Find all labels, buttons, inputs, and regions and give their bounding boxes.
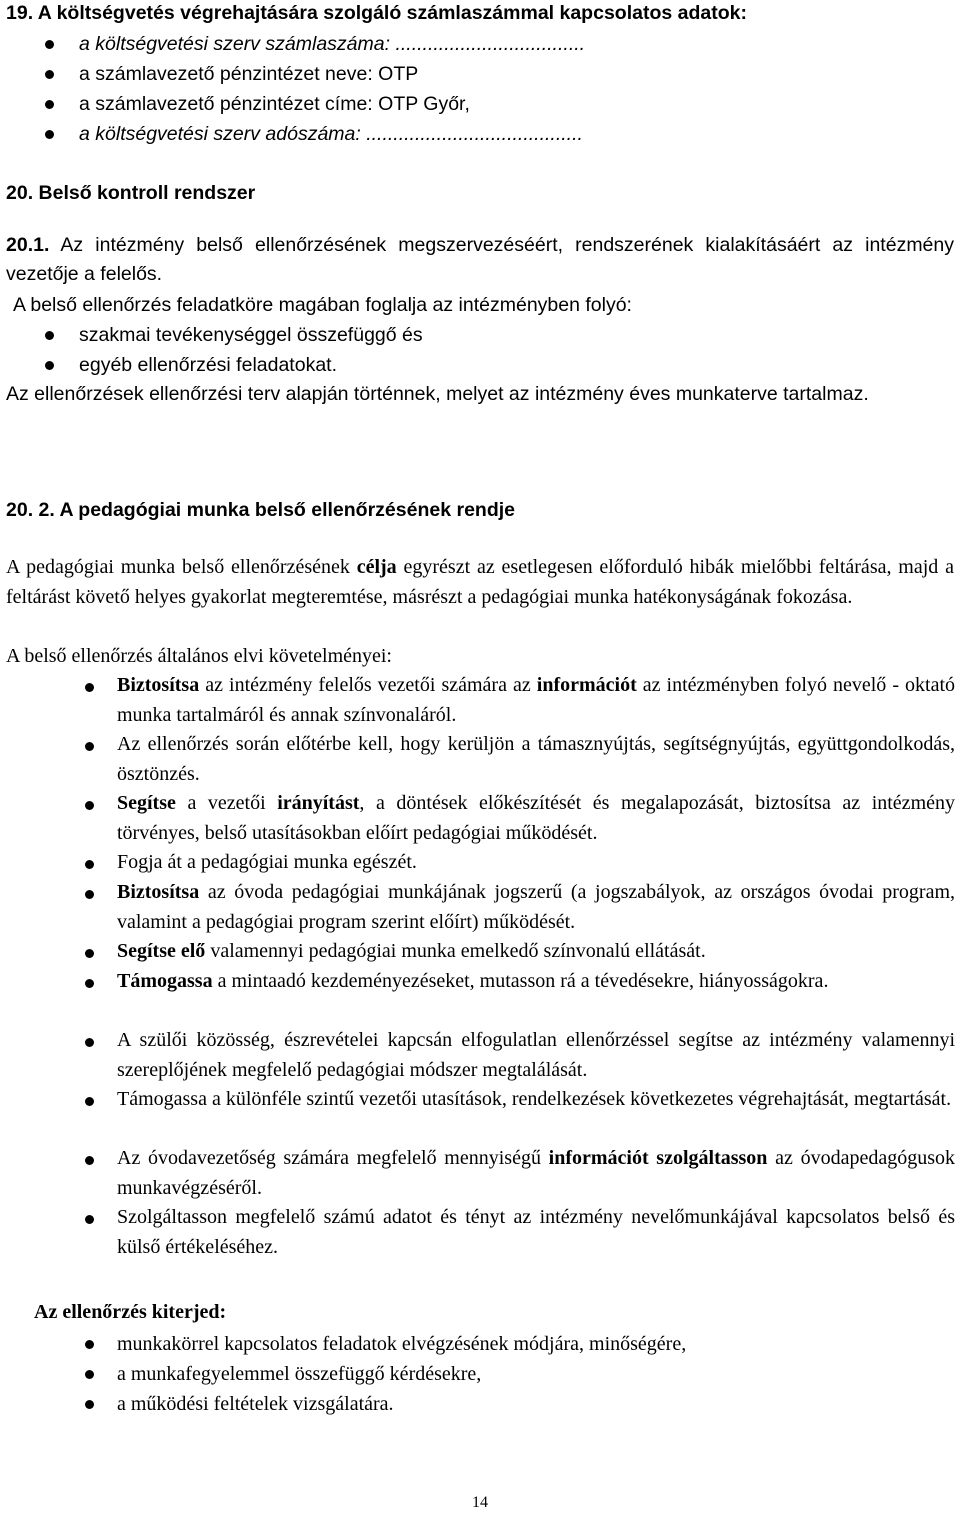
req-bold: Segítse bbox=[117, 792, 176, 814]
list-item bbox=[0, 350, 960, 380]
req-text: , a döntések előkészítését és megalapozását, biztosítsa az intézmény törvényes, belső utasításokban előírt pedagógiai működését. bbox=[117, 792, 955, 844]
list-item bbox=[0, 119, 960, 149]
requirements-intro: A belső ellenőrzés általános elvi követelményei: bbox=[6, 645, 392, 667]
req-text: valamennyi pedagógiai munka emelkedő színvonalú ellátását. bbox=[205, 940, 706, 962]
bullet-icon bbox=[85, 801, 94, 810]
scope-item-text: munkakörrel kapcsolatos feladatok elvégzésének módjára, minőségére, bbox=[117, 1333, 687, 1355]
requirement-item bbox=[0, 848, 960, 878]
purpose-text: A pedagógiai munka belső ellenőrzésének bbox=[6, 556, 357, 578]
bullet-icon bbox=[45, 361, 54, 370]
bullet-icon bbox=[85, 1097, 94, 1106]
scope-item-text: a működési feltételek vizsgálatára. bbox=[117, 1393, 394, 1415]
req-text: Szolgáltasson megfelelő számú adatot és tényt az intézmény nevelőmunkájával kapcsolatos belső és külső értékeléséhez. bbox=[117, 1206, 955, 1258]
bullet-icon bbox=[85, 890, 94, 899]
requirement-item bbox=[0, 1026, 960, 1085]
req-text: az intézmény felelős vezetői számára az bbox=[199, 674, 537, 696]
requirement-item bbox=[0, 1144, 960, 1203]
requirement-item bbox=[0, 967, 960, 1026]
bullet-icon bbox=[85, 1340, 94, 1349]
purpose-text: egyrészt az esetlegesen előforduló hibák mielőbbi feltárása, majd a feltárást követő helyes gyakorlat megteremtése, másrészt a pedagógiai munka hatékonyságának fokozása. bbox=[6, 556, 954, 608]
bullet-icon bbox=[45, 40, 54, 49]
bullet-icon bbox=[45, 331, 54, 340]
bullet-icon bbox=[45, 130, 54, 139]
bullet-icon bbox=[85, 1400, 94, 1409]
page-number: 14 bbox=[472, 1494, 488, 1511]
list-item bbox=[0, 59, 960, 89]
bullet-icon bbox=[85, 1038, 94, 1047]
requirement-item bbox=[0, 1085, 960, 1144]
req-bold: Biztosítsa bbox=[117, 881, 200, 903]
req-text: a vezetői bbox=[175, 792, 278, 814]
section-20-2-number: 20. 2. bbox=[6, 499, 55, 521]
control-plan-paragraph: Az ellenőrzések ellenőrzési terv alapján történnek, melyet az intézmény éves munkaterve tartalmaz. bbox=[6, 383, 869, 405]
list-item bbox=[0, 89, 960, 119]
req-bold: Segítse elő bbox=[117, 940, 206, 962]
req-bold: információt bbox=[536, 674, 637, 696]
req-text: az intézményben folyó nevelő - oktató munka tartalmáról és annak színvonaláról. bbox=[117, 674, 956, 726]
list-item-text: szakmai tevékenységgel összefüggő és bbox=[79, 324, 423, 346]
requirement-item bbox=[0, 878, 960, 937]
control-scope-intro: A belső ellenőrzés feladatköre magában foglalja az intézményben folyó: bbox=[13, 294, 632, 316]
req-text: Támogassa a különféle szintű vezetői utasítások, rendelkezések következetes végrehajtását, megtartását. bbox=[117, 1088, 952, 1110]
bank-name-text: a számlavezető pénzintézet neve: OTP bbox=[79, 63, 419, 85]
req-text: az óvoda pedagógiai munkájának jogszerű (a jogszabályok, az országos óvodai program, valamint a pedagógiai program szerint előírt) működését. bbox=[117, 881, 955, 933]
bullet-icon bbox=[85, 1156, 94, 1165]
list-item bbox=[0, 1329, 960, 1359]
requirement-item bbox=[0, 1203, 960, 1262]
list-item-text: egyéb ellenőrzési feladatokat. bbox=[79, 354, 338, 376]
section-20-2-heading bbox=[6, 495, 515, 525]
req-bold: Biztosítsa bbox=[117, 674, 200, 696]
requirements-list bbox=[0, 671, 960, 1262]
bullet-icon bbox=[85, 742, 94, 751]
req-text: a mintaadó kezdeményezéseket, mutasson rá a tévedésekre, hiányosságokra. bbox=[212, 970, 829, 992]
bullet-icon bbox=[85, 979, 94, 988]
section-20-title: 20. Belső kontroll rendszer bbox=[6, 182, 256, 204]
bullet-icon bbox=[85, 949, 94, 958]
section-20-1-number: 20.1. bbox=[6, 234, 50, 256]
section-19-title: 19. A költségvetés végrehajtására szolgáló számlaszámmal kapcsolatos adatok: bbox=[6, 2, 747, 24]
req-text: Fogja át a pedagógiai munka egészét. bbox=[117, 851, 417, 873]
requirement-item bbox=[0, 671, 960, 730]
req-text: A szülői közösség, észrevételei kapcsán elfogulatlan ellenőrzéssel segítse az intézmény valamennyi szereplőjének megfelelő pedagógiai módszer megtalálását. bbox=[117, 1029, 955, 1081]
list-item bbox=[0, 320, 960, 350]
req-bold: irányítást bbox=[277, 792, 360, 814]
requirement-item bbox=[0, 937, 960, 967]
bullet-icon bbox=[85, 860, 94, 869]
requirement-item bbox=[0, 789, 960, 848]
tax-number-text: a költségvetési szerv adószáma: ........................................ bbox=[79, 123, 583, 145]
list-item bbox=[0, 1389, 960, 1419]
req-text: Az óvodavezetőség számára megfelelő mennyiségű bbox=[117, 1147, 549, 1169]
section-20-1-text: Az intézmény belső ellenőrzésének megszervezéséért, rendszerének kialakításáért az intézmény vezetője a felelős. bbox=[6, 234, 955, 285]
requirement-item bbox=[0, 730, 960, 789]
req-text: Az ellenőrzés során előtérbe kell, hogy kerüljön a támasznyújtás, segítségnyújtás, együttgondolkodás, ösztönzés. bbox=[117, 733, 955, 785]
list-item bbox=[0, 29, 960, 59]
list-item bbox=[0, 1359, 960, 1389]
bullet-icon bbox=[85, 1370, 94, 1379]
bullet-icon bbox=[45, 100, 54, 109]
req-bold: információt szolgáltasson bbox=[548, 1147, 768, 1169]
section-20-2-title: A pedagógiai munka belső ellenőrzésének rendje bbox=[59, 499, 515, 521]
bullet-icon bbox=[45, 70, 54, 79]
bullet-icon bbox=[85, 1215, 94, 1224]
scope-item-text: a munkafegyelemmel összefüggő kérdésekre, bbox=[117, 1363, 482, 1385]
section-20-1-paragraph bbox=[6, 231, 954, 289]
bank-address-text: a számlavezető pénzintézet címe: OTP Győr, bbox=[79, 93, 470, 115]
account-number-text: a költségvetési szerv számlaszáma: ................................... bbox=[79, 33, 586, 55]
req-text: az óvodapedagógusok munkavégzéséről. bbox=[117, 1147, 955, 1199]
bullet-icon bbox=[85, 683, 94, 692]
purpose-keyword: célja bbox=[356, 556, 397, 578]
purpose-paragraph bbox=[6, 553, 954, 612]
req-bold: Támogassa bbox=[117, 970, 213, 992]
scope-title: Az ellenőrzés kiterjed: bbox=[34, 1301, 227, 1323]
